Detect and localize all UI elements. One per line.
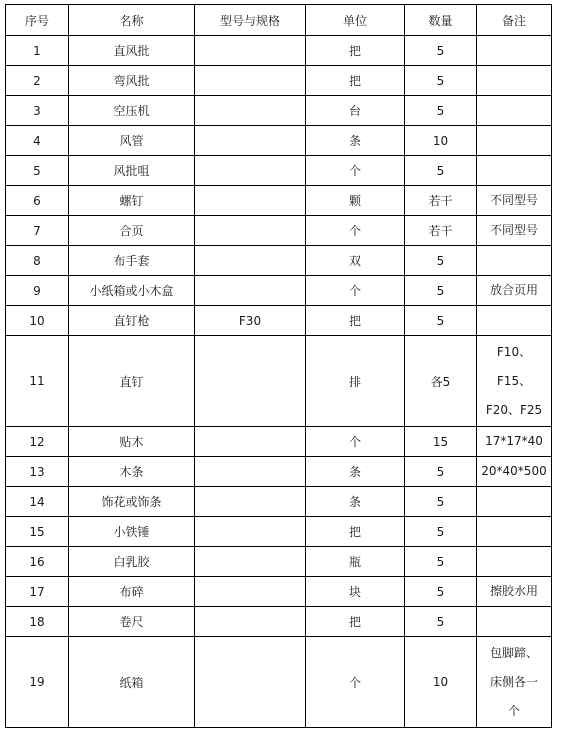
cell-qty: 5 xyxy=(405,156,477,186)
table-row xyxy=(6,637,552,728)
cell-spec: F30 xyxy=(195,306,306,336)
cell-spec xyxy=(195,336,306,427)
cell-name: 布碎 xyxy=(69,577,195,607)
cell-qty: 5 xyxy=(405,36,477,66)
cell-note xyxy=(477,637,552,728)
cell-note xyxy=(477,336,552,427)
cell-note xyxy=(477,186,552,216)
cell-unit: 排 xyxy=(306,336,405,427)
table-row xyxy=(6,96,552,126)
cell-name: 饰花或饰条 xyxy=(69,487,195,517)
table-body xyxy=(6,36,552,728)
cell-spec xyxy=(195,427,306,457)
table-row xyxy=(6,216,552,246)
cell-note xyxy=(477,96,552,126)
cell-qty: 若干 xyxy=(405,216,477,246)
note-line: 不同型号 xyxy=(489,223,538,237)
table-row xyxy=(6,607,552,637)
cell-name: 纸箱 xyxy=(69,637,195,728)
cell-qty: 10 xyxy=(405,126,477,156)
cell-qty: 5 xyxy=(405,246,477,276)
cell-note xyxy=(477,427,552,457)
cell-name: 风管 xyxy=(69,126,195,156)
cell-no: 5 xyxy=(6,156,69,186)
cell-name: 风批咀 xyxy=(69,156,195,186)
cell-note xyxy=(477,306,552,336)
note-line: 17*17*40 xyxy=(485,434,543,448)
cell-name: 合页 xyxy=(69,216,195,246)
cell-unit: 把 xyxy=(306,517,405,547)
cell-unit: 条 xyxy=(306,126,405,156)
cell-spec xyxy=(195,156,306,186)
cell-name: 小铁锤 xyxy=(69,517,195,547)
cell-unit: 个 xyxy=(306,427,405,457)
cell-no: 4 xyxy=(6,126,69,156)
cell-name: 螺钉 xyxy=(69,186,195,216)
equipment-table xyxy=(5,4,552,728)
cell-name: 直风批 xyxy=(69,36,195,66)
cell-unit: 把 xyxy=(306,607,405,637)
cell-unit: 个 xyxy=(306,156,405,186)
cell-no: 8 xyxy=(6,246,69,276)
cell-spec xyxy=(195,577,306,607)
note-line: 擦胶水用 xyxy=(489,584,538,598)
note-line: 20*40*500 xyxy=(481,464,547,478)
cell-no: 1 xyxy=(6,36,69,66)
cell-qty: 5 xyxy=(405,547,477,577)
note-line: 不同型号 xyxy=(489,193,538,207)
cell-unit: 颗 xyxy=(306,186,405,216)
cell-qty: 各5 xyxy=(405,336,477,427)
table-row xyxy=(6,457,552,487)
header-no: 序号 xyxy=(6,5,69,36)
cell-spec xyxy=(195,547,306,577)
cell-name: 卷尺 xyxy=(69,607,195,637)
cell-qty: 10 xyxy=(405,637,477,728)
cell-unit: 把 xyxy=(306,66,405,96)
cell-note xyxy=(477,607,552,637)
note-line: 包脚蹄、 xyxy=(489,645,538,660)
cell-spec xyxy=(195,186,306,216)
table-header-row xyxy=(6,5,552,36)
cell-spec xyxy=(195,66,306,96)
table-row xyxy=(6,36,552,66)
cell-unit: 台 xyxy=(306,96,405,126)
table-row xyxy=(6,306,552,336)
cell-name: 直钉 xyxy=(69,336,195,427)
cell-no: 3 xyxy=(6,96,69,126)
note-line: F20、F25 xyxy=(485,402,543,417)
cell-no: 18 xyxy=(6,607,69,637)
cell-spec xyxy=(195,246,306,276)
cell-qty: 15 xyxy=(405,427,477,457)
header-spec: 型号与规格 xyxy=(195,5,306,36)
cell-qty: 5 xyxy=(405,306,477,336)
cell-unit: 个 xyxy=(306,276,405,306)
cell-unit: 块 xyxy=(306,577,405,607)
cell-no: 16 xyxy=(6,547,69,577)
cell-unit: 个 xyxy=(306,216,405,246)
cell-name: 直钉枪 xyxy=(69,306,195,336)
note-line: F10、 xyxy=(496,344,532,359)
cell-qty: 5 xyxy=(405,487,477,517)
note-line: 放合页用 xyxy=(489,283,538,297)
cell-qty: 若干 xyxy=(405,186,477,216)
header-unit: 单位 xyxy=(306,5,405,36)
cell-note xyxy=(477,246,552,276)
cell-qty: 5 xyxy=(405,577,477,607)
cell-name: 小纸箱或小木盒 xyxy=(69,276,195,306)
cell-spec xyxy=(195,487,306,517)
header-note: 备注 xyxy=(477,5,552,36)
header-qty: 数量 xyxy=(405,5,477,36)
header-name: 名称 xyxy=(69,5,195,36)
cell-no: 11 xyxy=(6,336,69,427)
table-row xyxy=(6,547,552,577)
cell-note xyxy=(477,577,552,607)
table-row xyxy=(6,487,552,517)
cell-spec xyxy=(195,517,306,547)
cell-name: 布手套 xyxy=(69,246,195,276)
cell-note xyxy=(477,216,552,246)
cell-no: 15 xyxy=(6,517,69,547)
cell-name: 木条 xyxy=(69,457,195,487)
cell-note xyxy=(477,457,552,487)
cell-note xyxy=(477,36,552,66)
cell-spec xyxy=(195,457,306,487)
cell-note xyxy=(477,126,552,156)
cell-unit: 条 xyxy=(306,457,405,487)
cell-spec xyxy=(195,96,306,126)
equipment-table-container xyxy=(5,4,552,728)
cell-no: 7 xyxy=(6,216,69,246)
note-line: 床侧各一 xyxy=(489,674,538,689)
cell-no: 2 xyxy=(6,66,69,96)
cell-spec xyxy=(195,216,306,246)
note-line: F15、 xyxy=(496,373,532,388)
cell-qty: 5 xyxy=(405,66,477,96)
cell-unit: 把 xyxy=(306,36,405,66)
cell-spec xyxy=(195,126,306,156)
table-row xyxy=(6,336,552,427)
cell-unit: 条 xyxy=(306,487,405,517)
cell-no: 13 xyxy=(6,457,69,487)
cell-spec xyxy=(195,36,306,66)
cell-note xyxy=(477,517,552,547)
cell-name: 白乳胶 xyxy=(69,547,195,577)
table-row xyxy=(6,156,552,186)
cell-unit: 双 xyxy=(306,246,405,276)
table-row xyxy=(6,246,552,276)
cell-spec xyxy=(195,637,306,728)
cell-no: 14 xyxy=(6,487,69,517)
cell-note xyxy=(477,156,552,186)
cell-name: 贴木 xyxy=(69,427,195,457)
cell-no: 9 xyxy=(6,276,69,306)
table-row xyxy=(6,276,552,306)
cell-no: 19 xyxy=(6,637,69,728)
cell-unit: 个 xyxy=(306,637,405,728)
table-row xyxy=(6,427,552,457)
table-row xyxy=(6,186,552,216)
note-line: 个 xyxy=(507,703,520,718)
cell-qty: 5 xyxy=(405,457,477,487)
cell-no: 10 xyxy=(6,306,69,336)
cell-qty: 5 xyxy=(405,96,477,126)
table-row xyxy=(6,66,552,96)
cell-qty: 5 xyxy=(405,276,477,306)
cell-no: 17 xyxy=(6,577,69,607)
cell-note xyxy=(477,487,552,517)
cell-spec xyxy=(195,276,306,306)
cell-qty: 5 xyxy=(405,517,477,547)
cell-name: 空压机 xyxy=(69,96,195,126)
cell-qty: 5 xyxy=(405,607,477,637)
cell-no: 6 xyxy=(6,186,69,216)
cell-note xyxy=(477,66,552,96)
cell-spec xyxy=(195,607,306,637)
cell-unit: 把 xyxy=(306,306,405,336)
cell-note xyxy=(477,547,552,577)
table-row xyxy=(6,577,552,607)
cell-unit: 瓶 xyxy=(306,547,405,577)
table-row xyxy=(6,126,552,156)
cell-note xyxy=(477,276,552,306)
cell-name: 弯风批 xyxy=(69,66,195,96)
cell-no: 12 xyxy=(6,427,69,457)
table-row xyxy=(6,517,552,547)
